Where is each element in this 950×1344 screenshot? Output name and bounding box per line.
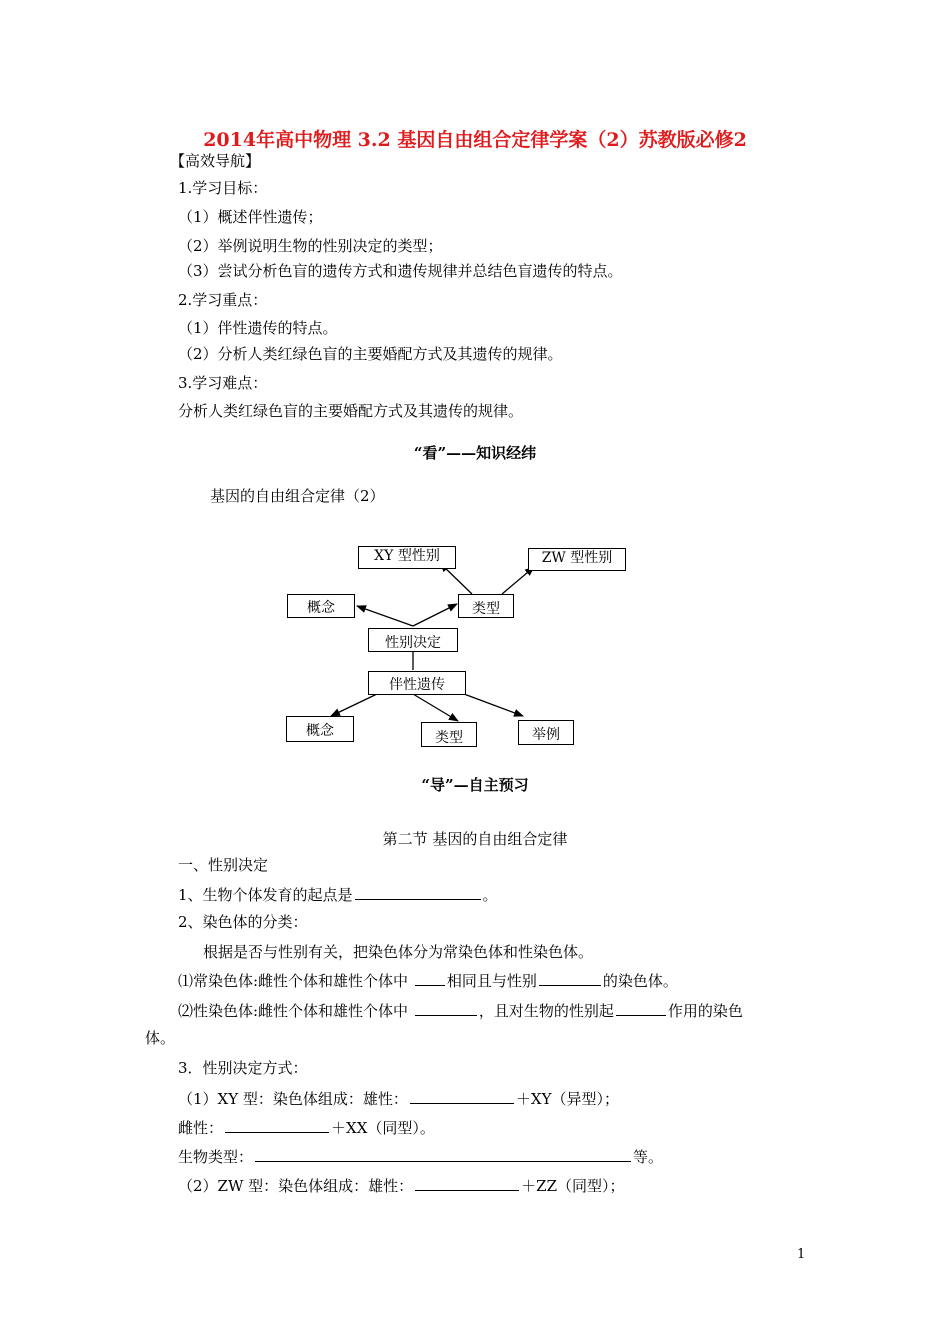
xy-type-end: ＋XY（异型）；: [515, 1090, 619, 1108]
question-3: 3．性别决定方式：: [178, 1059, 308, 1077]
zw-type-line: [178, 1175, 625, 1196]
goal-item-3: （3）尝试分析色盲的遗传方式和遗传规律并总结色盲遗传的特点。: [178, 262, 623, 280]
arrow-to-zw: [502, 567, 534, 594]
goal-heading: 1.学习目标：: [178, 179, 268, 197]
focus-item-2: （2）分析人类红绿色盲的主要婚配方式及其遗传的规律。: [178, 345, 563, 363]
section-title: 第二节 基因的自由组合定律: [382, 830, 568, 848]
answer-blank[interactable]: [355, 884, 481, 900]
type-top-box: 类型: [458, 594, 514, 618]
answer-blank[interactable]: [225, 1117, 329, 1133]
xy-female-end: ＋XX（同型）。: [331, 1119, 435, 1137]
arrow-to-concept-bottom: [331, 694, 377, 716]
part-one-heading: 一、性别决定: [178, 856, 269, 874]
question-1: [178, 884, 498, 905]
sex-chromosome-mid: ，且对生物的性别起: [478, 1002, 614, 1020]
look-heading: “看”——知识经纬: [413, 444, 537, 462]
sex-determination-box: 性别决定: [368, 628, 458, 652]
sex-chromosome-end: 作用的染色: [667, 1002, 743, 1020]
xy-type-text: （1）XY 型：染色体组成：雄性：: [178, 1090, 408, 1108]
diagram-caption: 基因的自由组合定律（2）: [210, 487, 385, 505]
arrow-to-type-top: [413, 604, 457, 626]
arrow-to-concept-top: [357, 606, 413, 626]
xy-type-line: [178, 1088, 619, 1109]
autosome-end: 的染色体。: [602, 972, 678, 990]
arrow-to-type-bottom: [413, 694, 458, 721]
zw-type-end: ＋ZZ（同型）；: [521, 1177, 625, 1195]
sex-linked-box: 伴性遗传: [368, 671, 466, 695]
arrow-to-example: [464, 694, 523, 716]
xy-type-box: XY 型性别: [358, 546, 456, 569]
autosome-mid: 相同且与性别: [446, 972, 537, 990]
answer-blank[interactable]: [410, 1088, 514, 1104]
concept-bottom-box: 概念: [286, 716, 354, 742]
difficulty-item-1: 分析人类红绿色盲的主要婚配方式及其遗传的规律。: [178, 402, 524, 420]
sex-chromosome-text: ⑵性染色体:雌性个体和雄性个体中: [178, 1002, 413, 1020]
answer-blank[interactable]: [539, 970, 601, 986]
autosome-line: [178, 970, 678, 991]
nav-heading: 【高效导航】: [170, 152, 261, 170]
xy-female-text: 雌性：: [178, 1119, 224, 1137]
zw-type-box: ZW 型性别: [528, 548, 626, 571]
question-1-text: 1、生物个体发育的起点是: [178, 886, 353, 904]
autosome-text: ⑴常染色体:雌性个体和雄性个体中: [178, 972, 413, 990]
answer-blank[interactable]: [616, 1000, 666, 1016]
answer-blank[interactable]: [255, 1146, 631, 1162]
goal-item-2: （2）举例说明生物的性别决定的类型；: [178, 237, 443, 255]
zw-type-text: （2）ZW 型：染色体组成：雄性：: [178, 1177, 414, 1195]
goal-item-1: （1）概述伴性遗传；: [178, 208, 323, 226]
preview-heading: “导”—自主预习: [421, 776, 529, 794]
document-title: 2014年高中物理 3.2 基因自由组合定律学案（2）苏教版必修2: [203, 129, 747, 151]
example-box: 举例: [518, 720, 574, 745]
question-1-end: 。: [482, 886, 498, 904]
organism-type-text: 生物类型：: [178, 1148, 254, 1166]
sex-chromosome-line: [178, 1000, 743, 1021]
xy-female-line: [178, 1117, 435, 1138]
page-number: 1: [797, 1247, 806, 1262]
focus-item-1: （1）伴性遗传的特点。: [178, 319, 338, 337]
answer-blank[interactable]: [415, 1000, 477, 1016]
answer-blank[interactable]: [415, 1175, 519, 1191]
organism-type-line: [178, 1146, 663, 1167]
difficulty-heading: 3.学习难点：: [178, 374, 268, 392]
type-bottom-box: 类型: [421, 722, 477, 747]
sex-chromosome-wrap: 体。: [145, 1029, 176, 1047]
answer-blank[interactable]: [415, 970, 445, 986]
concept-top-box: 概念: [287, 594, 355, 618]
question-2: 2、染色体的分类：: [178, 913, 308, 931]
classification-basis: 根据是否与性别有关，把染色体分为常染色体和性染色体。: [203, 943, 594, 961]
focus-heading: 2.学习重点：: [178, 291, 268, 309]
organism-type-end: 等。: [633, 1148, 664, 1166]
